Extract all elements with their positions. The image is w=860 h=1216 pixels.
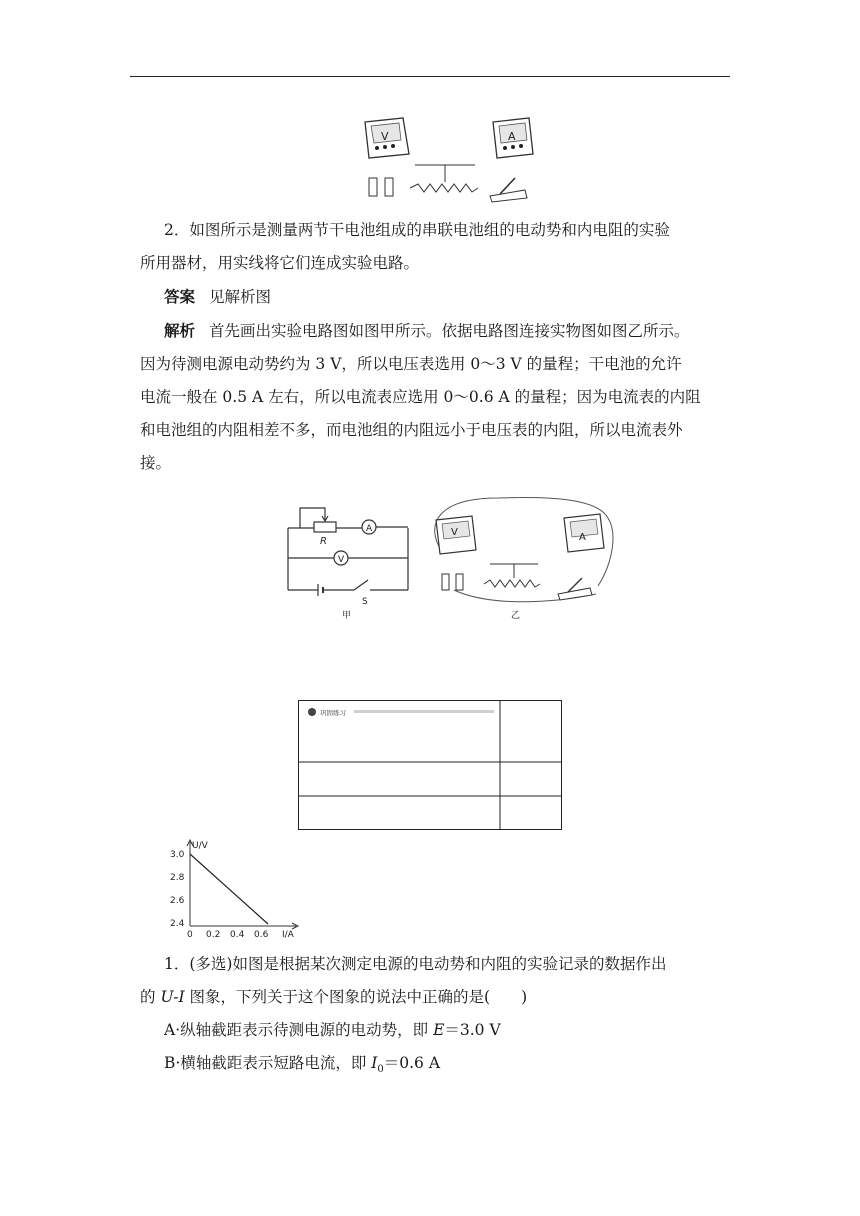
apparatus-figure [355,110,535,205]
q2-line2: 所用器材，用实线将它们连成实验电路。 [140,254,420,272]
ammeter-device-2 [564,514,604,552]
option-b-val: ＝0.6 A [383,1054,441,1072]
analysis-line2: 因为待测电源电动势约为 3 V，所以电压表选用 0～3 V 的量程；干电池的允许 [140,355,682,373]
option-b-var: I [371,1054,378,1072]
option-b-sub: 0 [377,1064,384,1076]
voltmeter-letter-2: V [451,527,458,538]
ui-graph [164,836,314,942]
x-tick-label: 0.6 [254,930,269,940]
q2-line1: 如图所示是测量两节干电池组成的串联电池组的电动势和内电阻的实验 [189,221,670,239]
answer-text: 见解析图 [209,288,272,306]
q1-line2-post: 图象，下列关于这个图象的说法中正确的是( ) [184,988,528,1006]
option-b[interactable] [140,1047,740,1086]
option-b-text: ·横轴截距表示短路电流，即 [175,1054,372,1072]
option-b-label: B [164,1054,176,1072]
practice-logo-icon [308,708,316,716]
batteries [369,178,393,196]
wiring-diagram-yi [428,494,618,622]
q1-number: 1． [164,955,190,973]
x-tick-label: 0.4 [230,930,245,940]
switch [490,178,527,202]
option-a-var: E [433,1021,445,1039]
series-line [190,854,268,924]
circuit-diagram-jia [280,500,420,622]
x-tick-label: 0.2 [206,930,221,940]
analysis-line4: 和电池组的内阻相差不多，而电池组的内阻远小于电压表的内阻，所以电流表外 [140,421,683,439]
x-axis-label: I/A [282,930,294,940]
practice-table [298,700,562,830]
y-tick-label: 2.8 [170,873,185,883]
header-rule [130,76,730,77]
q1-line2-ui: U-I [160,988,185,1006]
q1-prefix: (多选) [189,955,233,973]
practice-header-text: 巩固练习 [320,709,346,717]
option-a[interactable] [140,1014,740,1047]
analysis-label: 解析 [164,321,196,340]
analysis-line5: 接。 [140,454,172,472]
ammeter-letter: A [508,130,516,143]
analysis-line3: 电流一般在 0.5 A 左右，所以电流表应选用 0～0.6 A 的量程；因为电流表的内阻 [140,388,701,406]
caption-jia: 甲 [342,611,352,621]
y-tick-label: 3.0 [170,850,185,860]
option-a-text: ·纵轴截距表示待测电源的电动势，即 [175,1021,434,1039]
ammeter-symbol-label: A [366,524,373,534]
q1-line2-pre: 的 [140,988,161,1006]
option-a-val: ＝3.0 V [444,1021,501,1039]
question-2 [140,214,740,480]
analysis-line1: 首先画出实验电路图如图甲所示。依据电路图连接实物图如图乙所示。 [209,322,690,340]
question-1 [140,948,740,1086]
y-tick-label: 2.4 [170,919,185,929]
ammeter-device [493,118,533,158]
caption-yi: 乙 [511,611,521,621]
x-tick-label: 0 [187,930,193,940]
rheostat [410,165,478,192]
y-axis-label: U/V [192,841,208,851]
q2-number: 2． [164,221,190,239]
y-tick-label: 2.6 [170,896,185,906]
voltmeter-letter: V [381,130,389,143]
resistor-label: R [320,536,327,547]
voltmeter-symbol-label: V [338,555,345,565]
q1-line1: 如图是根据某次测定电源的电动势和内阻的实验记录的数据作出 [232,955,667,973]
voltmeter-device [365,118,409,158]
option-a-label: A [164,1021,176,1039]
answer-label: 答案 [164,287,196,306]
switch-label: S [362,597,368,607]
voltmeter-device-2 [436,516,476,554]
ammeter-letter-2: A [579,532,586,543]
